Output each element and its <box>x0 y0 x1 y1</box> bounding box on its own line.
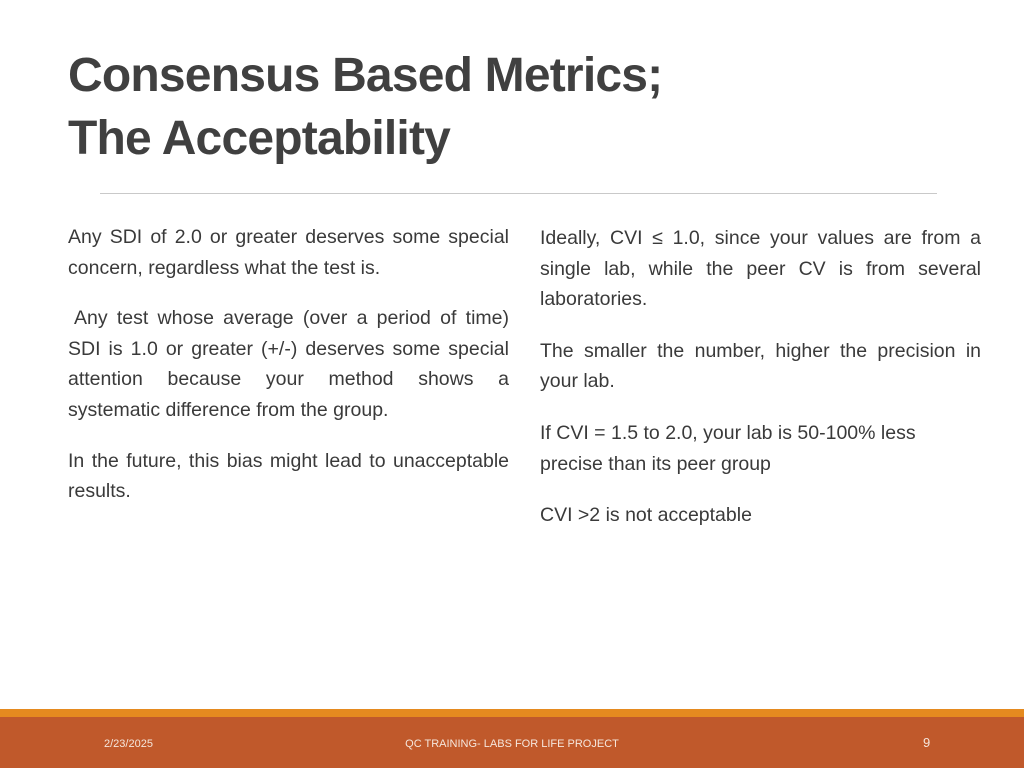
left-paragraph-2: Any test whose average (over a period of time) SDI is 1.0 or greater (+/-) deserves some special attention because your method shows a systematic difference from the group. <box>68 307 509 421</box>
title-divider <box>100 193 937 194</box>
footer-date: 2/23/2025 <box>104 738 153 750</box>
right-paragraph-4: CVI >2 is not acceptable <box>540 504 752 527</box>
left-paragraph-1: Any SDI of 2.0 or greater deserves some special concern, regardless what the test is. <box>68 226 509 279</box>
right-paragraph-2: The smaller the number, higher the precision in your lab. <box>540 339 981 393</box>
left-paragraph-3: In the future, this bias might lead to unacceptable results. <box>68 449 509 503</box>
right-content-column <box>540 223 981 552</box>
footer-accent-stripe <box>0 709 1024 717</box>
slide-title <box>68 44 948 170</box>
slide-number: 9 <box>923 735 931 750</box>
left-content-column <box>68 222 509 527</box>
slide-title-line-1: Consensus Based Metrics; <box>68 49 663 102</box>
slide-title-line-2: The Acceptability <box>68 112 451 165</box>
right-paragraph-1: Ideally, CVI ≤ 1.0, since your values are from a single lab, while the peer CV is from several laboratories. <box>540 227 981 311</box>
right-paragraph-3: If CVI = 1.5 to 2.0, your lab is 50-100% less precise than its peer group <box>540 421 916 475</box>
footer-title: QC TRAINING- LABS FOR LIFE PROJECT <box>405 738 619 750</box>
